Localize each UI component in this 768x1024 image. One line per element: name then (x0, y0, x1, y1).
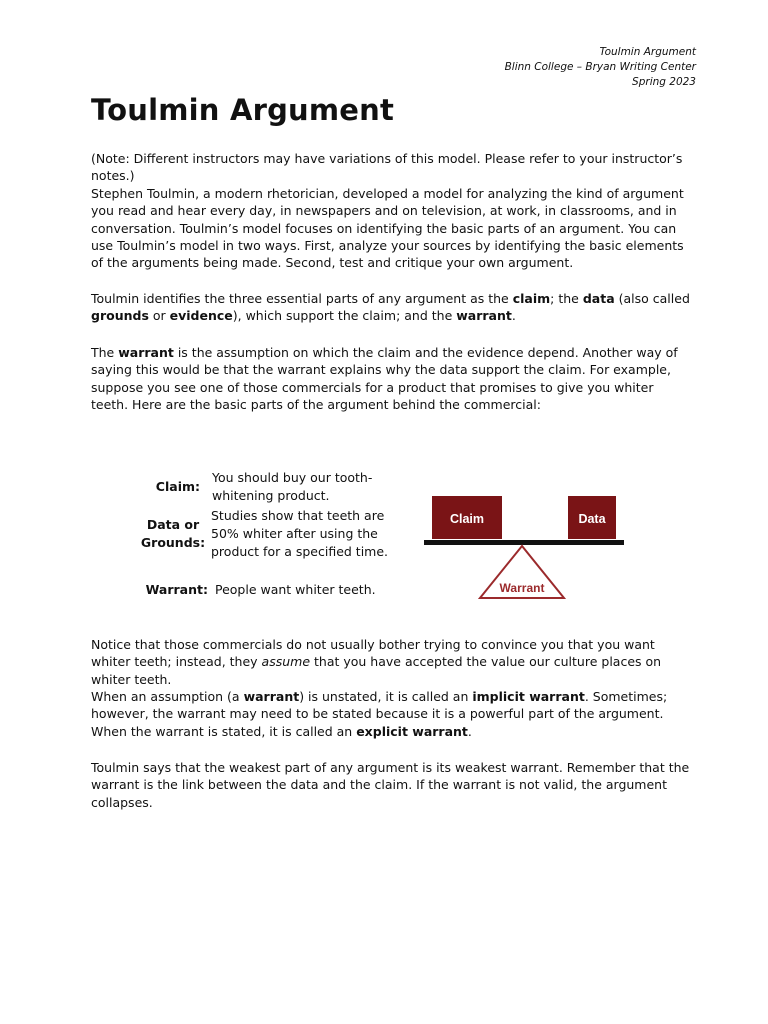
text-span: ), which support the claim; and the (232, 308, 457, 324)
note-paragraph: (Note: Different instructors may have variations of this model. Please refer to your instructor’s notes.) (91, 151, 683, 184)
claim-box-label: Claim (449, 512, 485, 526)
weakest-warrant-paragraph: Toulmin says that the weakest part of any argument is its weakest warrant. Remember that the warrant is the link between the data and the claim. If the warrant is not valid, the argument collapses. (91, 760, 690, 810)
text-span: Toulmin identifies the three essential parts of any argument as the (91, 291, 513, 306)
notice-paragraph (91, 636, 693, 688)
warrant-label: Warrant: (145, 582, 208, 597)
text-span: The (91, 345, 119, 360)
header-institution: Blinn College – Bryan Writing Center (504, 61, 696, 73)
implicit-paragraph (91, 688, 693, 740)
page-title: Toulmin Argument (91, 93, 395, 127)
term-evidence: evidence (169, 308, 233, 324)
data-box-label: Data (578, 512, 606, 526)
term-data: data (582, 291, 615, 306)
text-span: When an assumption (a (91, 689, 244, 704)
text-span: . (511, 308, 516, 324)
text-span: Notice that those commercials do not usually bother trying to convince you that you want whiter teeth; instead, they (91, 637, 655, 670)
toulmin-seesaw-diagram (420, 492, 630, 604)
parts-paragraph (91, 290, 693, 325)
term-implicit-warrant: implicit warrant (472, 689, 585, 704)
data-label: Data or Grounds: (140, 517, 206, 550)
text-span: that you have accepted the value our culture places on whiter teeth. (91, 654, 662, 687)
header-title: Toulmin Argument (599, 46, 696, 58)
claim-text: You should buy our tooth-whitening product. (212, 470, 373, 503)
text-span: ) is unstated, it is called an (299, 689, 473, 704)
seesaw-beam (424, 540, 624, 545)
term-claim: claim (512, 291, 551, 306)
claim-label: Claim: (155, 479, 200, 494)
running-header (505, 45, 696, 90)
warrant-paragraph (91, 344, 693, 413)
warrant-fulcrum-label: Warrant (499, 581, 545, 595)
term-grounds: grounds (91, 308, 149, 324)
data-text: Studies show that teeth are 50% whiter after using the product for a specified time. (211, 508, 389, 559)
text-span: is the assumption on which the claim and the evidence depend. Another way of saying this would be that the warrant explains why the data support the claim. For example, suppose you see one of those commercials for a product that promises to give you whiter teeth. Here are the basic parts of the argument behind the commercial: (91, 345, 678, 412)
term-warrant: warrant (118, 345, 174, 360)
text-span: or (148, 308, 170, 324)
text-span: ; the (550, 291, 583, 306)
term-warrant: warrant (243, 689, 300, 704)
warrant-text: People want whiter teeth. (215, 582, 376, 597)
text-span: . Sometimes; however, the warrant may need to be stated because it is a powerful part of the argument. When the warrant is stated, it is called an (91, 689, 668, 739)
header-term: Spring 2023 (632, 76, 696, 88)
term-explicit-warrant: explicit warrant (356, 723, 468, 739)
text-span: (also called (614, 291, 690, 306)
emphasis-assume: assume (261, 654, 311, 670)
term-warrant: warrant (456, 308, 512, 324)
text-span: . (467, 723, 472, 739)
intro-paragraph: Stephen Toulmin, a modern rhetorician, developed a model for analyzing the kind of argument you read and hear every day, in newspapers and on television, at work, in classrooms, and in conversation. Toulmin’s model focuses on identifying the basic parts of an argument. You can use Toulmin’s model in two ways. First, analyze your sources by identifying the basic elements of the arguments being made. Second, test and critique your own argument. (91, 186, 684, 271)
